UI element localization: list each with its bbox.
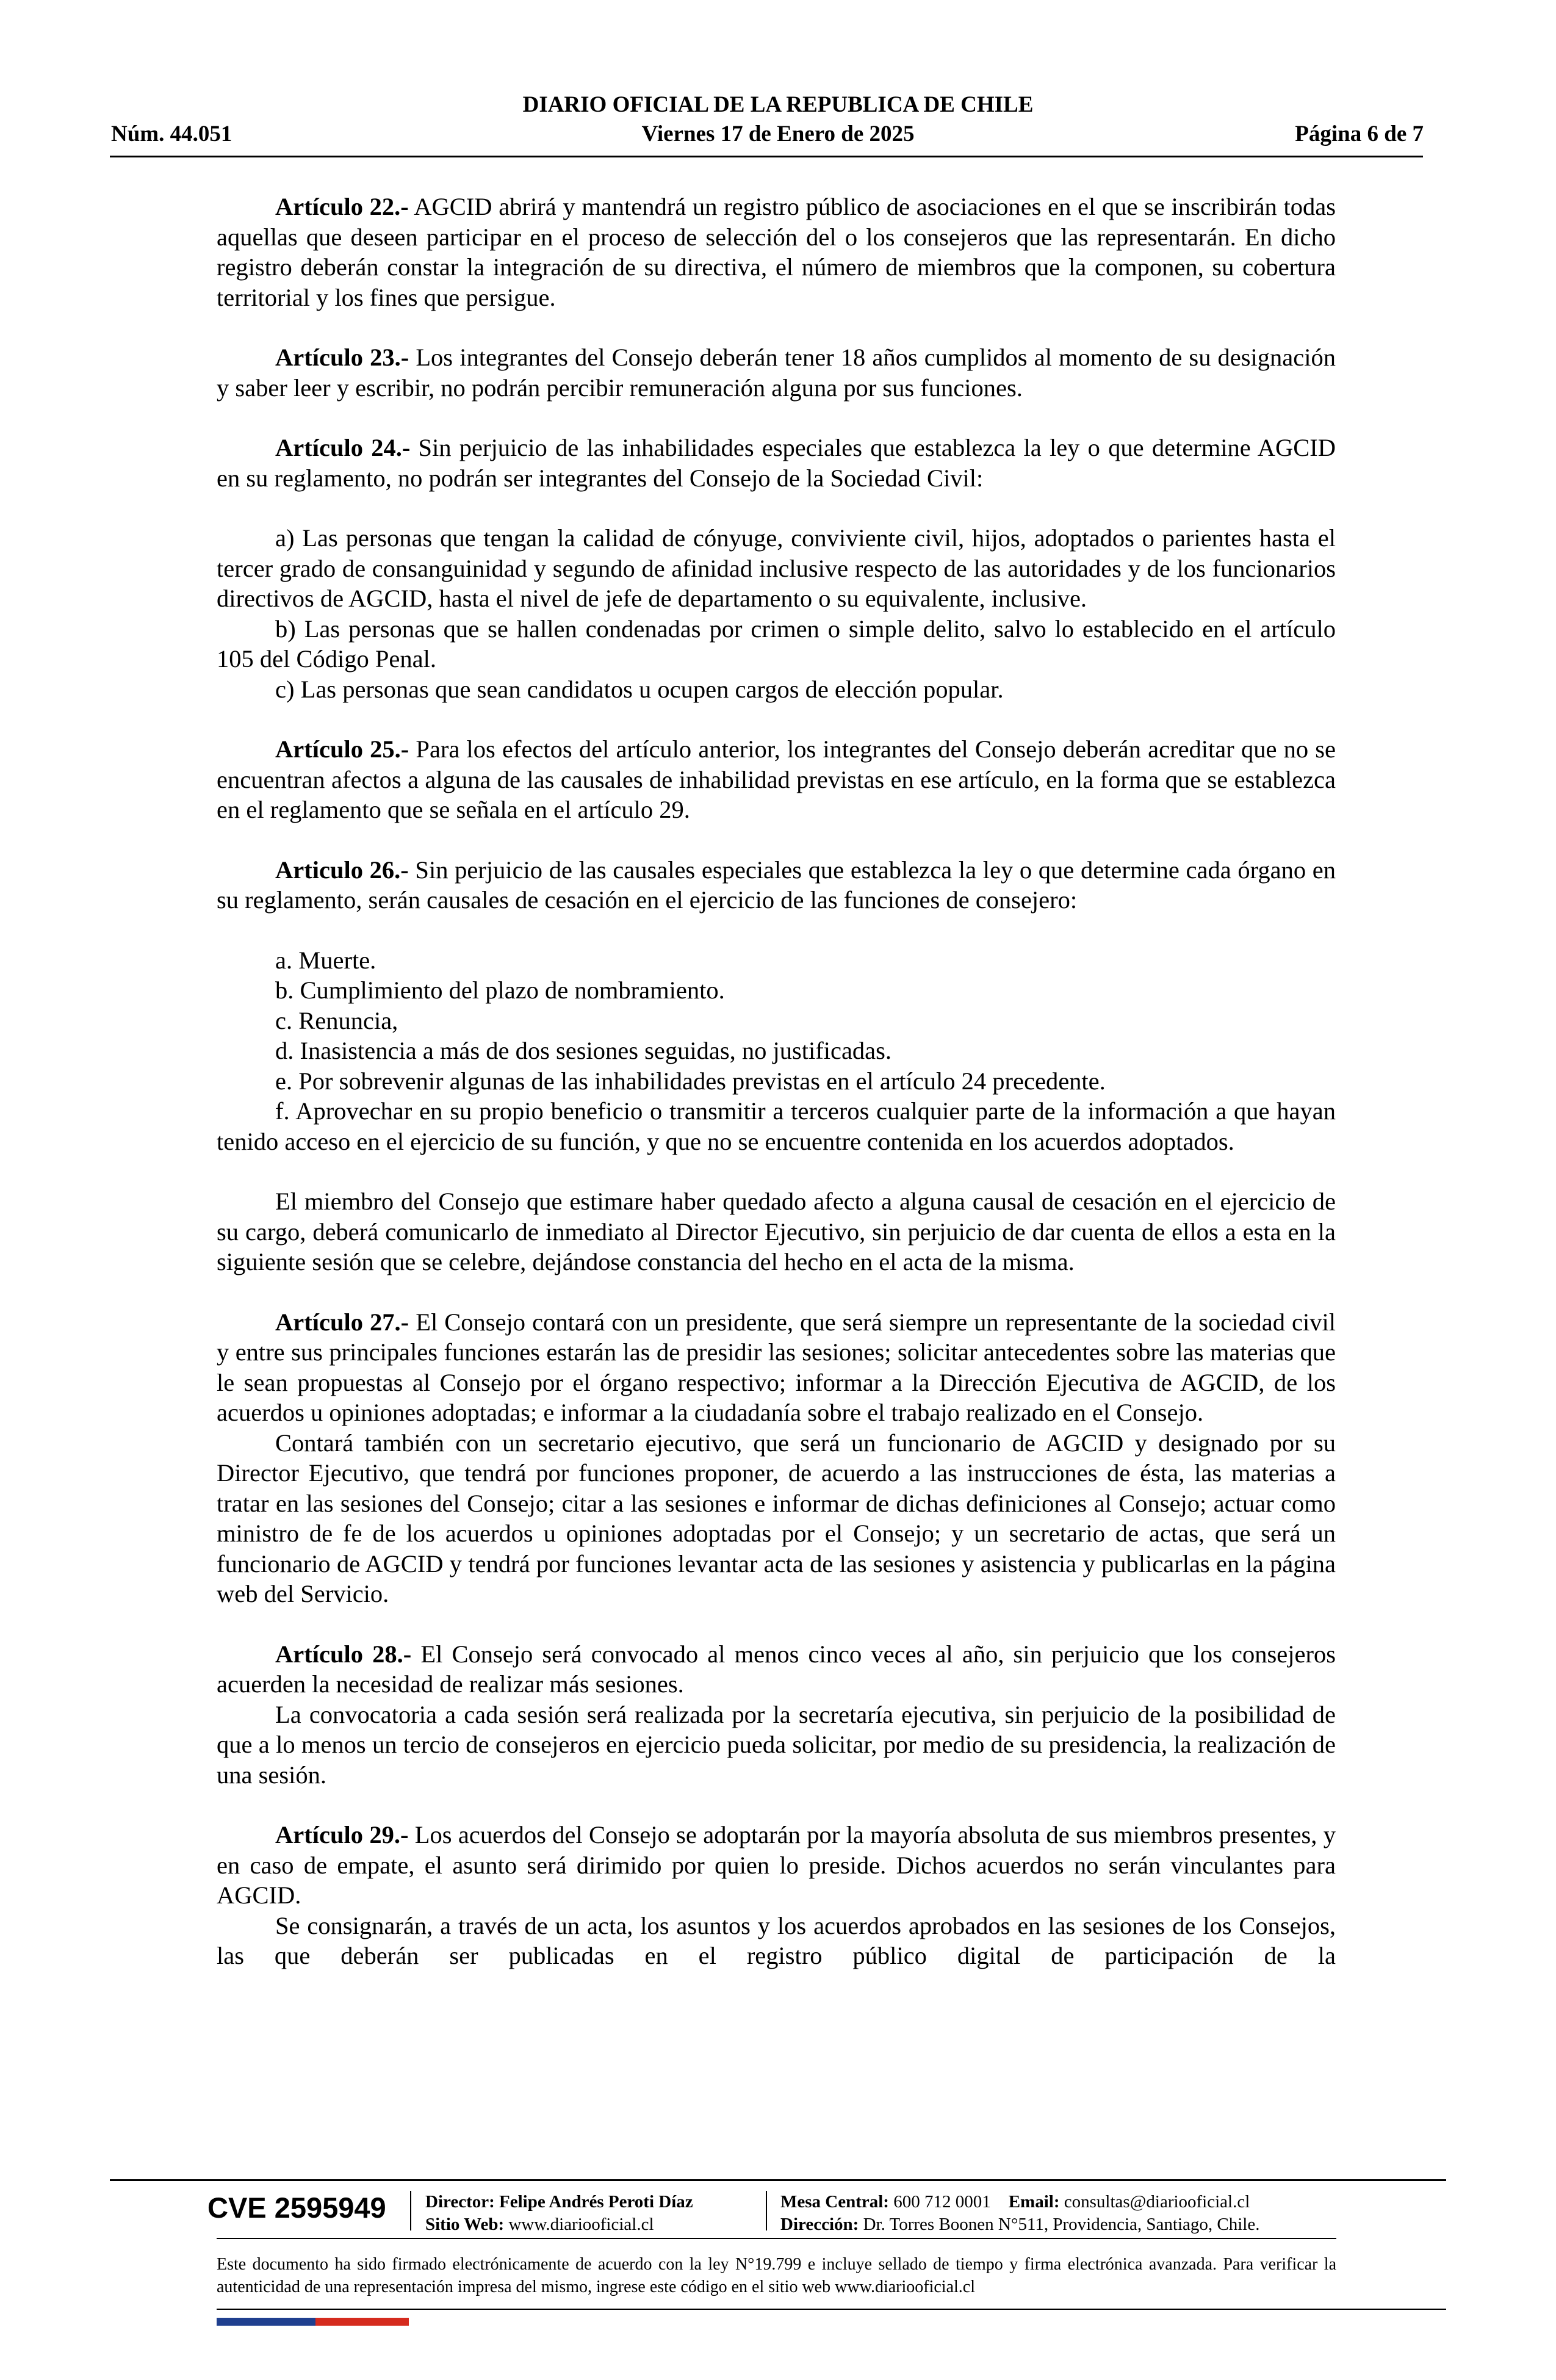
- list-item: a. Muerte.: [275, 946, 376, 974]
- address-text: Dr. Torres Boonen N°511, Providencia, Santiago, Chile.: [859, 2215, 1260, 2234]
- article-text: Sin perjuicio de las inhabilidades especiales que establezca la ley o que determine AGCID en su reglamento, no podrán ser integrantes del Consejo de la Sociedad Civil:: [217, 434, 1336, 492]
- page-number: Página 6 de 7: [1295, 121, 1424, 146]
- article-label: Artículo 28.-: [275, 1640, 412, 1668]
- article-26: [217, 855, 1336, 915]
- gazette-title: DIARIO OFICIAL DE LA REPUBLICA DE CHILE: [522, 92, 1034, 117]
- article-text: Sin perjuicio de las causales especiales que establezca la ley o que determine cada órgano en su reglamento, serán causales de cesación en el ejercicio de las funciones de consejero:: [217, 856, 1336, 914]
- article-paragraph: La convocatoria a cada sesión será realizada por la secretaría ejecutiva, sin perjuicio de la posibilidad de que a lo menos un tercio de consejeros en ejercicio pueda solicitar, por medio de su presidencia, la realización de una sesión.: [217, 1700, 1336, 1789]
- list-item: d. Inasistencia a más de dos sesiones seguidas, no justificadas.: [275, 1037, 892, 1064]
- director-label: Director:: [425, 2192, 495, 2212]
- flag-segment: [315, 2318, 409, 2326]
- article-paragraph: Se consignarán, a través de un acta, los asuntos y los acuerdos aprobados en las sesiones de los Consejos, las que deberán ser publicadas en el registro público digital de participación de la: [217, 1911, 1336, 1969]
- footer-contact-block: [780, 2191, 1259, 2236]
- flag-segment: [308, 2318, 315, 2326]
- footer-separator: [410, 2191, 411, 2230]
- article-text: El Consejo será convocado al menos cinco veces al año, sin perjuicio que los consejeros acuerden la necesidad de realizar más sesiones.: [217, 1640, 1336, 1698]
- list-item: b. Cumplimiento del plazo de nombramiento.: [275, 976, 725, 1004]
- article-label: Artículo 24.-: [275, 434, 411, 461]
- list-item: c) Las personas que sean candidatos u ocupen cargos de elección popular.: [275, 675, 1004, 703]
- list-item: b) Las personas que se hallen condenadas por crimen o simple delito, salvo lo establecido en el artículo 105 del Código Penal.: [217, 615, 1336, 673]
- article-label: Articulo 26.-: [275, 856, 409, 884]
- issue-number: Núm. 44.051: [111, 121, 232, 146]
- flag-stripe: [217, 2318, 409, 2326]
- article-27: [217, 1307, 1336, 1428]
- document-body: [217, 192, 1336, 1971]
- director-name: Felipe Andrés Peroti Díaz: [494, 2192, 693, 2212]
- footer-separator: [766, 2191, 767, 2230]
- cve-code: CVE 2595949: [207, 2191, 386, 2224]
- list-item: e. Por sobrevenir algunas de las inhabilidades previstas en el artículo 24 precedente.: [275, 1067, 1106, 1095]
- article-text: Para los efectos del artículo anterior, los integrantes del Consejo deberán acreditar que no se encuentran afectos a alguna de las causales de inhabilidad previstas en ese artículo, en la forma que se establezca en el reglamento que se señala en el artículo 29.: [217, 735, 1336, 823]
- footer-divider: [217, 2309, 1446, 2310]
- article-paragraph: Contará también con un secretario ejecutivo, que será un funcionario de AGCID y designado por su Director Ejecutivo, que tendrá por funciones proponer, de acuerdo a las instrucciones de ésta, las materias a tratar en las sesiones del Consejo; citar a las sesiones e informar de dichas definiciones al Consejo; actuar como ministro de fe de los acuerdos u opiniones adoptadas por el Consejo; y un secretario de actas, que será un funcionario de AGCID y tendrá por funciones levantar acta de las sesiones y asistencia y publicarlas en la página web del Servicio.: [217, 1429, 1336, 1607]
- article-29: [217, 1820, 1336, 1911]
- address-label: Dirección:: [780, 2215, 859, 2234]
- footer-divider: [217, 2238, 1336, 2239]
- footer-divider: [110, 2179, 1446, 2181]
- article-label: Artículo 23.-: [275, 344, 409, 371]
- article-label: Artículo 22.-: [275, 193, 409, 220]
- article-label: Artículo 27.-: [275, 1308, 409, 1336]
- article-23: [217, 342, 1336, 403]
- footer-director-block: [425, 2191, 693, 2236]
- article-25: [217, 734, 1336, 825]
- article-28: [217, 1639, 1336, 1700]
- article-text: AGCID abrirá y mantendrá un registro público de asociaciones en el que se inscribirán todas aquellas que deseen participar en el proceso de selección del o los consejeros que las representarán. En dicho registro deberán constar la integración de su directiva, el número de miembros que la componen, su cobertura territorial y los fines que persigue.: [217, 193, 1336, 311]
- article-text: Los acuerdos del Consejo se adoptarán por la mayoría absoluta de sus miembros presentes, y en caso de empate, el asunto será dirimido por quien lo preside. Dichos acuerdos no serán vinculantes para AGCID.: [217, 1821, 1336, 1909]
- list-item: f. Aprovechar en su propio beneficio o transmitir a terceros cualquier parte de la información a que hayan tenido acceso en el ejercicio de su función, y que no se encuentre contenida en los acuerdos adoptados.: [217, 1097, 1336, 1155]
- article-text: El Consejo contará con un presidente, que será siempre un representante de la sociedad civil y entre sus principales funciones estarán las de presidir las sesiones; solicitar antecedentes sobre las materias que le sean propuestas al Consejo por el órgano respectivo; informar a la Dirección Ejecutiva de AGCID, de los acuerdos u opiniones adoptadas; e informar a la ciudadanía sobre el trabajo realizado en el Consejo.: [217, 1308, 1336, 1426]
- header-divider: [110, 156, 1423, 157]
- list-item: a) Las personas que tengan la calidad de cónyuge, conviviente civil, hijos, adoptados o parientes hasta el tercer grado de consanguinidad y segundo de afinidad inclusive respecto de las autoridades y de los funcionarios directivos de AGCID, hasta el nivel de jefe de departamento o su equivalente, inclusive.: [217, 524, 1336, 612]
- list-item: c. Renuncia,: [275, 1006, 398, 1034]
- article-22: [217, 192, 1336, 312]
- article-label: Artículo 29.-: [275, 1821, 409, 1848]
- site-label: Sitio Web:: [425, 2215, 505, 2234]
- email-link[interactable]: consultas@diariooficial.cl: [1059, 2192, 1250, 2212]
- article-text: Los integrantes del Consejo deberán tener 18 años cumplidos al momento de su designación y saber leer y escribir, no podrán percibir remuneración alguna por sus funciones.: [217, 344, 1336, 402]
- site-link[interactable]: www.diariooficial.cl: [504, 2215, 654, 2234]
- article-24: [217, 433, 1336, 493]
- issue-date: Viernes 17 de Enero de 2025: [641, 121, 915, 146]
- flag-segment: [217, 2318, 308, 2326]
- email-label: Email:: [1008, 2192, 1060, 2212]
- phone-label: Mesa Central:: [780, 2192, 889, 2212]
- article-paragraph: El miembro del Consejo que estimare haber quedado afecto a alguna causal de cesación en el ejercicio de su cargo, deberá comunicarlo de inmediato al Director Ejecutivo, sin perjuicio de dar cuenta de ellos a esta en la siguiente sesión que se celebre, dejándose constancia del hecho en el acta de la misma.: [217, 1188, 1336, 1275]
- phone-number: 600 712 0001: [888, 2192, 991, 2212]
- article-label: Artículo 25.-: [275, 735, 409, 763]
- signature-note: Este documento ha sido firmado electrónicamente de acuerdo con la ley N°19.799 e incluye sellado de tiempo y firma electrónica avanzada. Para verificar la autenticidad de una representación impresa del mismo, ingrese este código en el sitio web www.diariooficial.cl: [217, 2255, 1336, 2296]
